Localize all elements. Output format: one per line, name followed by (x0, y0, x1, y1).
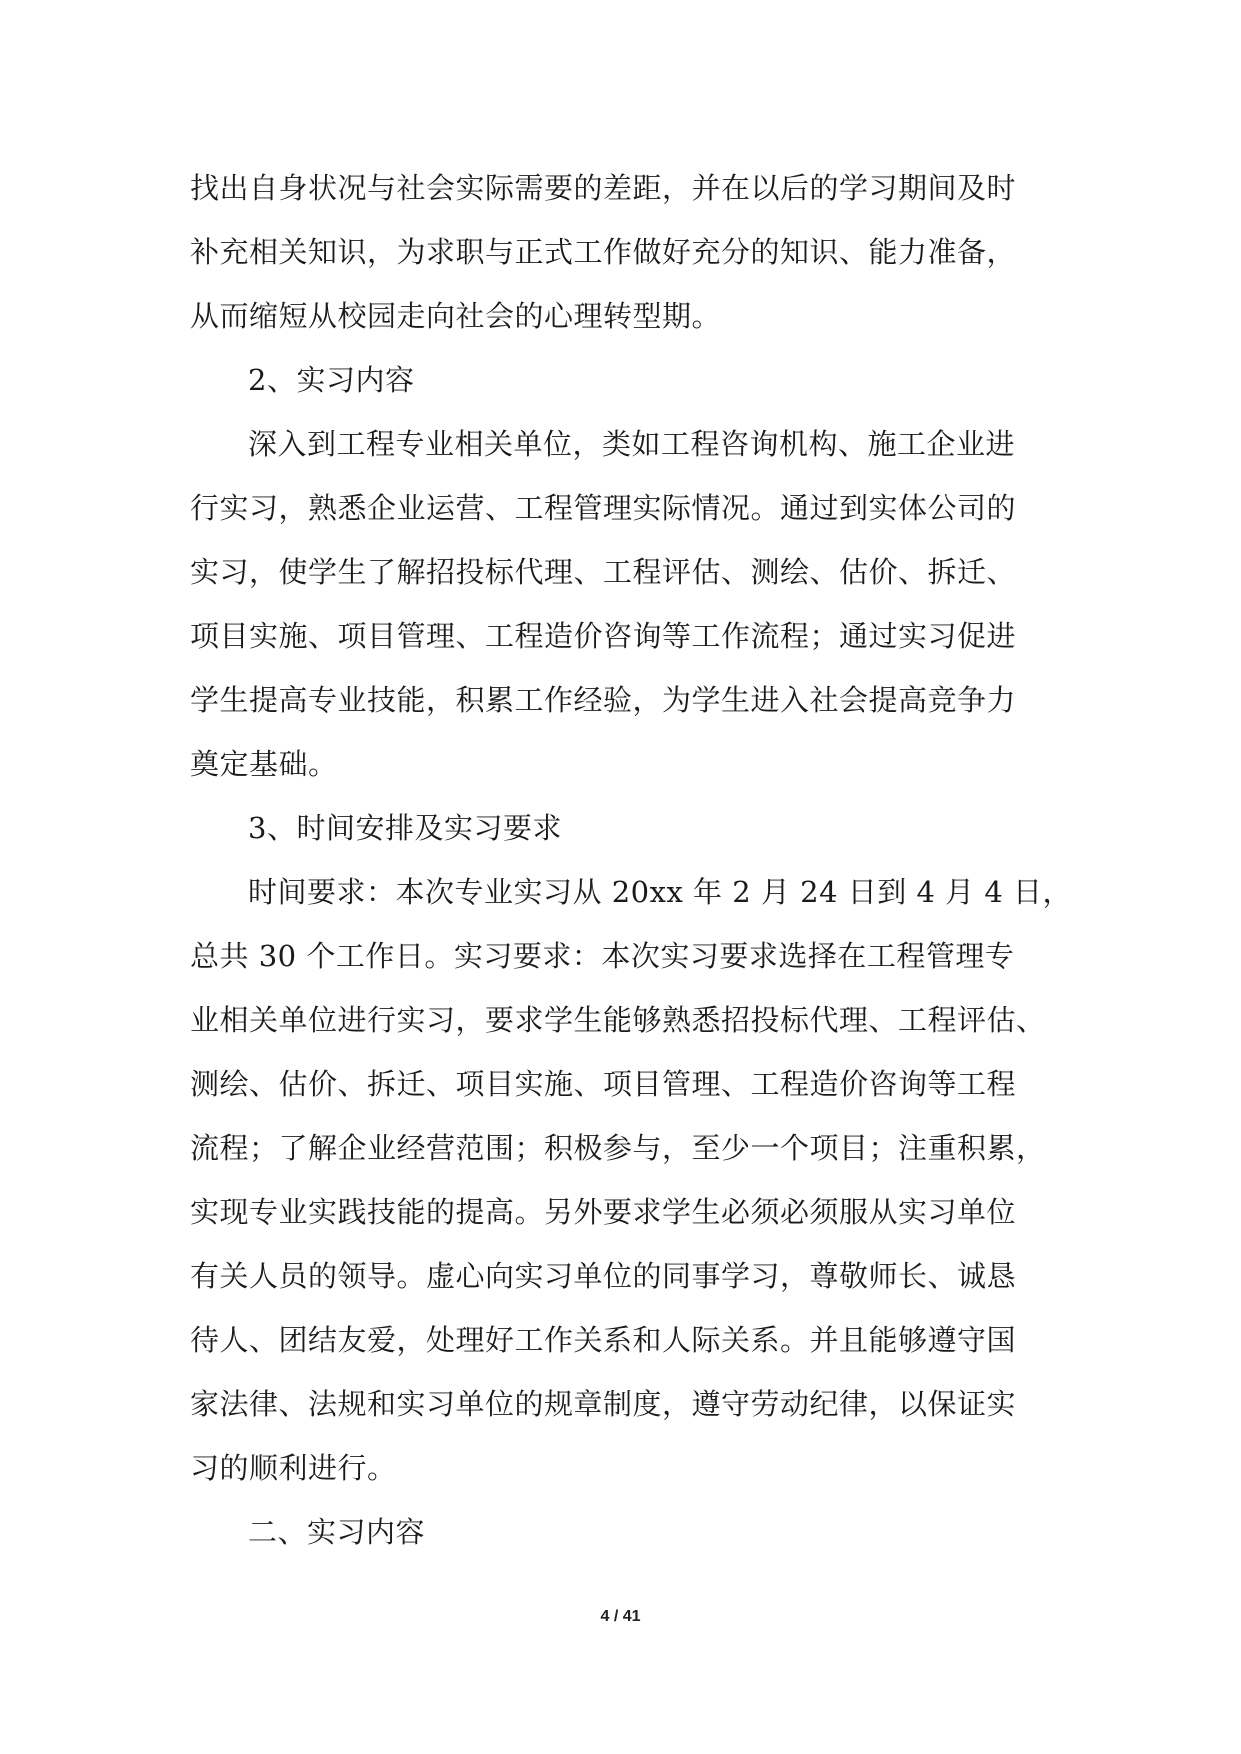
body-text-line: 测绘、估价、拆迁、项目实施、项目管理、工程造价咨询等工程 (190, 1067, 1017, 1101)
body-text-line: 待人、团结友爱，处理好工作关系和人际关系。并且能够遵守国 (190, 1323, 1017, 1357)
body-text-line: 实现专业实践技能的提高。另外要求学生必须必须服从实习单位 (190, 1195, 1017, 1229)
body-text-line: 流程；了解企业经营范围；积极参与，至少一个项目；注重积累， (190, 1131, 1046, 1165)
body-text-line: 学生提高专业技能，积累工作经验，为学生进入社会提高竞争力 (190, 683, 1017, 717)
body-text-line: 从而缩短从校园走向社会的心理转型期。 (190, 299, 722, 333)
body-text-line: 补充相关知识，为求职与正式工作做好充分的知识、能力准备， (190, 235, 1017, 269)
body-text-line: 有关人员的领导。虚心向实习单位的同事学习，尊敬师长、诚恳 (190, 1259, 1017, 1293)
body-text-line: 家法律、法规和实习单位的规章制度，遵守劳动纪律，以保证实 (190, 1387, 1017, 1421)
page-number: 4 / 41 (600, 1608, 641, 1625)
body-text-line: 项目实施、项目管理、工程造价咨询等工作流程；通过实习促进 (190, 619, 1017, 653)
body-text-line: 找出自身状况与社会实际需要的差距，并在以后的学习期间及时 (190, 171, 1017, 205)
body-text-line: 时间要求：本次专业实习从 20xx 年 2 月 24 日到 4 月 4 日， (248, 875, 1073, 909)
body-text-line: 行实习，熟悉企业运营、工程管理实际情况。通过到实体公司的 (190, 491, 1017, 525)
body-text-line: 业相关单位进行实习，要求学生能够熟悉招投标代理、工程评估、 (190, 1003, 1046, 1037)
body-text-line: 习的顺利进行。 (190, 1451, 397, 1485)
body-text-line: 总共 30 个工作日。实习要求：本次实习要求选择在工程管理专 (190, 939, 1015, 973)
section-heading: 二、实习内容 (248, 1515, 426, 1549)
body-text-line: 深入到工程专业相关单位，类如工程咨询机构、施工企业进 (248, 427, 1016, 461)
section-heading: 3、时间安排及实习要求 (248, 811, 562, 845)
section-heading: 2、实习内容 (248, 363, 415, 397)
body-text-line: 奠定基础。 (190, 747, 338, 781)
body-text-line: 实习，使学生了解招投标代理、工程评估、测绘、估价、拆迁、 (190, 555, 1017, 589)
